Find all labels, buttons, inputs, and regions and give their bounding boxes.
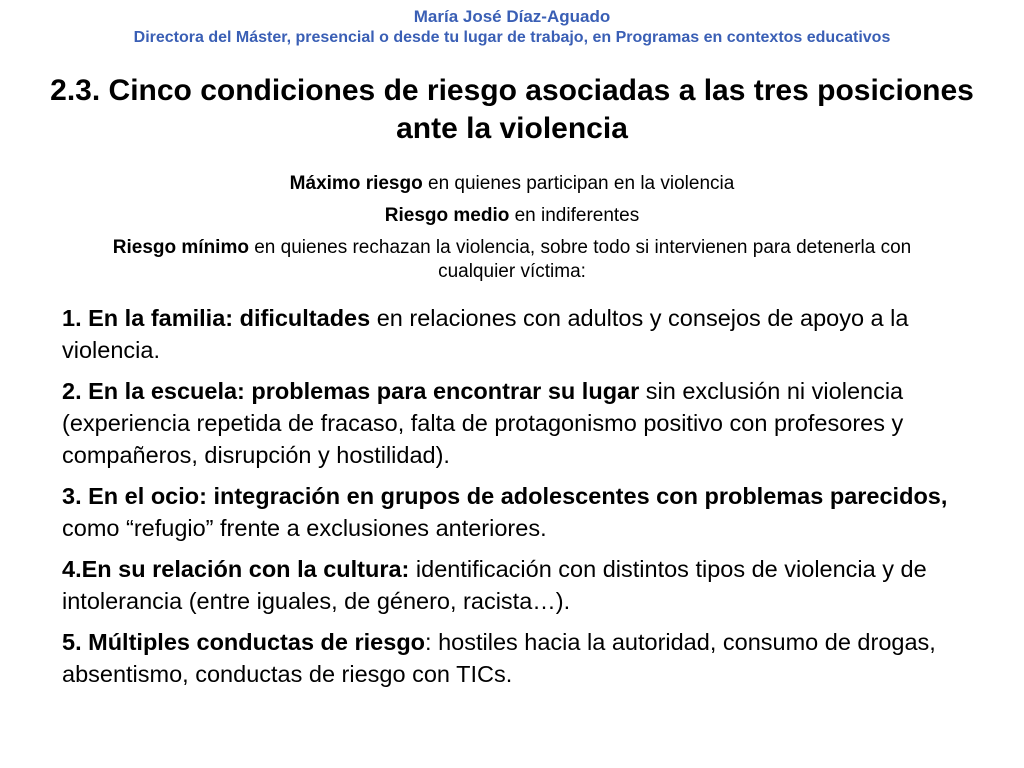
risk-level-text: en quienes participan en la violencia <box>422 173 735 194</box>
risk-level-max <box>80 172 944 196</box>
list-item <box>62 626 982 690</box>
list-item <box>62 375 982 471</box>
risk-level-label: Riesgo medio <box>384 205 510 226</box>
list-item-text: sin exclusión ni violencia (experiencia repetida de fracaso, falta de protagonismo positivo con profesores y compañeros, disrupción y hostilidad). <box>62 378 904 468</box>
risk-level-min <box>80 236 944 284</box>
risk-level-label: Máximo riesgo <box>289 173 423 194</box>
list-item-heading: 2. En la escuela: problemas para encontrar su lugar <box>62 378 640 404</box>
author-name: María José Díaz-Aguado <box>413 7 611 26</box>
list-item-heading: 1. En la familia: dificultades <box>62 305 371 331</box>
author-role: Directora del Máster, presencial o desde tu lugar de trabajo, en Programas en contextos educativos <box>133 29 891 46</box>
list-item-text: como “refugio” frente a exclusiones anteriores. <box>62 515 547 541</box>
list-item-text: en relaciones con adultos y consejos de apoyo a la violencia. <box>62 305 909 363</box>
list-item <box>62 480 982 544</box>
slide-header <box>0 6 1024 48</box>
risk-conditions-list <box>62 302 982 699</box>
list-item <box>62 302 982 366</box>
risk-level-text: en indiferentes <box>509 205 640 226</box>
list-item-heading: 3. En el ocio: integración en grupos de adolescentes con problemas parecidos, <box>62 483 948 509</box>
risk-level-text: en quienes rechazan la violencia, sobre todo si intervienen para detenerla con cualquier víctima: <box>248 237 912 282</box>
risk-level-label: Riesgo mínimo <box>112 237 249 258</box>
list-item-text: identificación con distintos tipos de violencia y de intolerancia (entre iguales, de género, racista…). <box>62 556 927 614</box>
slide-title: 2.3. Cinco condiciones de riesgo asociadas a las tres posiciones ante la violencia <box>50 74 974 145</box>
list-item-heading: 4.En su relación con la cultura: <box>62 556 410 582</box>
risk-levels <box>80 172 944 292</box>
list-item-text: : hostiles hacia la autoridad, consumo de drogas, absentismo, conductas de riesgo con TICs. <box>62 629 936 687</box>
list-item-heading: 5. Múltiples conductas de riesgo <box>62 629 426 655</box>
list-item <box>62 553 982 617</box>
risk-level-medium <box>80 204 944 228</box>
